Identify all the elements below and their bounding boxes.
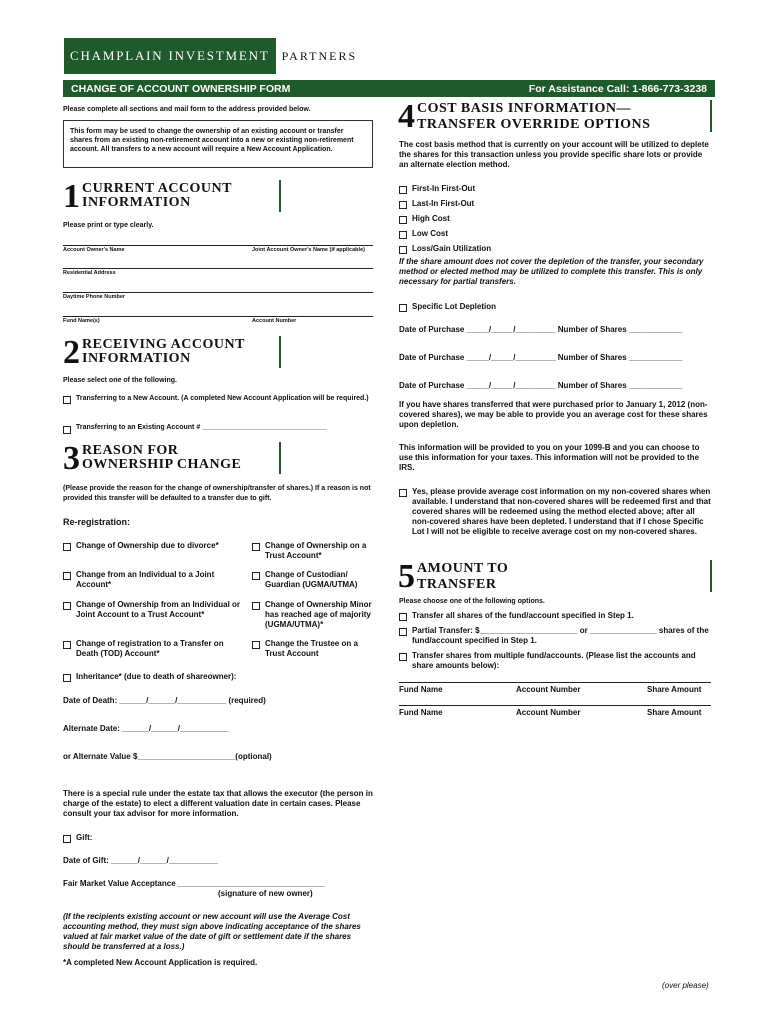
checkbox[interactable]: [399, 216, 407, 224]
required-note: *A completed New Account Application is required.: [63, 958, 258, 967]
table-top-rule: [399, 682, 711, 683]
reason-opt-4[interactable]: [63, 600, 248, 620]
checkbox[interactable]: [63, 674, 71, 682]
checkbox[interactable]: [63, 572, 71, 580]
transfer-all-option[interactable]: [399, 611, 634, 621]
section-title-line: TRANSFER OVERRIDE OPTIONS: [417, 117, 651, 132]
section-number: 4: [398, 98, 415, 135]
phone-line[interactable]: [63, 292, 373, 293]
checkbox[interactable]: [63, 835, 71, 843]
date-of-death[interactable]: Date of Death: ______/______/___________ (required): [63, 696, 266, 705]
option-label: Last-In First-Out: [412, 199, 475, 208]
section-number: 2: [63, 334, 80, 371]
section-title-line: TRANSFER: [417, 577, 497, 592]
option-label: Loss/Gain Utilization: [412, 244, 492, 253]
option-label: Change from an Individual to a Joint Account*: [76, 570, 215, 589]
col-share-amount: Share Amount: [647, 685, 702, 694]
reason-opt-2[interactable]: [63, 570, 233, 590]
cost-basis-desc: The cost basis method that is currently on your account will be utilized to deplete the shares for this transaction unless you provide specific share lots or provide an alternate election method.: [399, 140, 709, 169]
partial-transfer-option[interactable]: [399, 626, 711, 646]
table-row-rule[interactable]: [399, 705, 711, 706]
reason-note: (Please provide the reason for the change of ownership/transfer of shares.) If a reason is not provided this transfer will be defaulted to a transfer due to gift.: [63, 485, 371, 502]
acct-label: Account Number: [252, 318, 297, 324]
checkbox[interactable]: [399, 304, 407, 312]
option-label: Gift:: [76, 833, 93, 842]
checkbox[interactable]: [252, 602, 260, 610]
section-4-header: [398, 98, 712, 135]
intro-box: This form may be used to change the ownership of an existing account or transfer shares from an existing non-retirement account into a new or existing non-retirement account. All transfers to a new account will require a New Account Application.: [63, 120, 373, 168]
date-of-gift[interactable]: Date of Gift: ______/______/___________: [63, 856, 218, 865]
section-title-line: AMOUNT TO: [417, 561, 509, 576]
col-account-number: Account Number: [516, 685, 581, 694]
section-title: [415, 100, 650, 132]
checkbox[interactable]: [399, 246, 407, 254]
checkbox[interactable]: [399, 186, 407, 194]
logo-left: CHAMPLAIN INVESTMENT: [64, 38, 276, 74]
joint-name-label: Joint Account Owner's Name (if applicable): [252, 247, 365, 253]
option-label: Change of Custodian/ Guardian (UGMA/UTMA): [265, 570, 358, 589]
option-label: Change of Ownership due to divorce*: [76, 541, 219, 550]
col-share-amount-2: Share Amount: [647, 708, 702, 717]
print-note: Please print or type clearly.: [63, 222, 154, 229]
pre-2012-note: If you have shares transferred that were purchased prior to January 1, 2012 (non-covered shares), we may be able to provide you an average cost for these shares upon depletion.: [399, 400, 708, 429]
checkbox[interactable]: [63, 543, 71, 551]
section-number: 5: [398, 558, 415, 595]
existing-account-option[interactable]: [63, 424, 373, 434]
purchase-row-3[interactable]: Date of Purchase _____/_____/_________ Number of Shares ____________: [399, 381, 683, 390]
depletion-note: If the share amount does not cover the depletion of the transfer, your secondary method or elected method may be utilized to complete this transfer. This is only necessary for partial transfers.: [399, 257, 704, 286]
checkbox[interactable]: [399, 653, 407, 661]
checkbox[interactable]: [252, 572, 260, 580]
checkbox[interactable]: [399, 201, 407, 209]
rereg-label: Re-registration:: [63, 517, 131, 527]
checkbox[interactable]: [63, 396, 71, 404]
section-3-header: [63, 440, 281, 477]
owner-name-line[interactable]: [63, 245, 373, 246]
option-label: Change of Ownership Minor has reached age of majority (UGMA/UTMA)*: [265, 600, 372, 629]
option-label: Change of Ownership from an Individual or Joint Account to a Trust Account*: [76, 600, 241, 619]
option-label: Transferring to a New Account. (A completed New Account Application will be required.): [76, 395, 369, 402]
inheritance-option[interactable]: [63, 672, 236, 682]
avg-cost-option[interactable]: [399, 487, 711, 537]
assistance-phone: For Assistance Call: 1-866-773-3238: [528, 82, 707, 95]
option-label: Low Cost: [412, 229, 448, 238]
option-label: Inheritance* (due to death of shareowner):: [76, 672, 237, 681]
new-account-option[interactable]: [63, 394, 373, 404]
option-label: First-In First-Out: [412, 184, 476, 193]
estate-note: There is a special rule under the estate tax that allows the executor (the person in charge of the estate) to elect a different valuation date in certain cases. Please consult your tax advisor for more information.: [63, 789, 373, 818]
option-label: High Cost: [412, 214, 450, 223]
checkbox[interactable]: [399, 613, 407, 621]
section-1-header: [63, 178, 281, 215]
address-line[interactable]: [63, 268, 373, 269]
section-title: REASON FOR OWNERSHIP CHANGE: [82, 443, 242, 472]
method-opt-0[interactable]: [399, 184, 475, 194]
choose-note: Please choose one of the following options.: [399, 598, 545, 605]
section-5-header: [398, 558, 712, 595]
specific-lot-option[interactable]: [399, 302, 496, 312]
checkbox[interactable]: [63, 641, 71, 649]
method-opt-4[interactable]: [399, 244, 491, 254]
section-title: CURRENT ACCOUNT INFORMATION: [82, 181, 232, 210]
option-label: Change the Trustee on a Trust Account: [265, 639, 358, 658]
alternate-value[interactable]: or Alternate Value $______________________(optional): [63, 752, 272, 761]
address-label: Residential Address: [63, 270, 116, 276]
method-opt-3[interactable]: [399, 229, 448, 239]
header-bar: [63, 80, 715, 97]
col-account-number-2: Account Number: [516, 708, 581, 717]
select-note: Please select one of the following.: [63, 377, 177, 384]
option-label: Transfer all shares of the fund/account specified in Step 1.: [412, 611, 634, 620]
checkbox[interactable]: [63, 426, 71, 434]
signature-label: (signature of new owner): [218, 889, 313, 898]
col-fund-name-2: Fund Name: [399, 708, 443, 717]
reason-opt-5[interactable]: [252, 600, 377, 630]
checkbox[interactable]: [63, 602, 71, 610]
reason-opt-1[interactable]: [252, 541, 372, 561]
checkbox[interactable]: [252, 641, 260, 649]
instructions: Please complete all sections and mail form to the address provided below.: [63, 106, 311, 113]
alternate-date[interactable]: Alternate Date: ______/______/___________: [63, 724, 229, 733]
info-1099-note: This information will be provided to you on your 1099-B and you can choose to use this information for your taxes. This information will not be provided to the IRS.: [399, 443, 700, 472]
purchase-row-1[interactable]: Date of Purchase _____/_____/_________ Number of Shares ____________: [399, 325, 683, 334]
logo-right: PARTNERS: [281, 48, 358, 63]
method-opt-1[interactable]: [399, 199, 474, 209]
fund-label: Fund Name(s): [63, 318, 100, 324]
option-label: Specific Lot Depletion: [412, 302, 497, 311]
checkbox[interactable]: [399, 231, 407, 239]
fmv-acceptance[interactable]: Fair Market Value Acceptance _________________________________: [63, 879, 325, 888]
checkbox[interactable]: [399, 628, 407, 636]
company-logo: [64, 38, 363, 74]
owner-name-label: Account Owner's Name: [63, 247, 125, 253]
reason-opt-6[interactable]: [63, 639, 233, 659]
reason-opt-0[interactable]: [63, 541, 233, 551]
section-number: 3: [63, 440, 80, 477]
section-title-line: COST BASIS INFORMATION—: [417, 101, 632, 116]
over-please: (over please): [662, 981, 709, 990]
gift-option[interactable]: [63, 833, 92, 843]
recipient-note: (If the recipients existing account or new account will use the Average Cost accounting method, they must sign above indicating acceptance of the shares valued at fair market value of the date of gift or settlement date if the shares should be transferred at a loss.): [63, 912, 361, 951]
option-label: Partial Transfer: $______________________ or _______________ shares of the fund/account specified in Step 1.: [412, 626, 709, 645]
method-opt-2[interactable]: [399, 214, 450, 224]
reason-opt-3[interactable]: [252, 570, 372, 590]
checkbox[interactable]: [399, 489, 407, 497]
section-number: 1: [63, 178, 80, 215]
form-title: CHANGE OF ACCOUNT OWNERSHIP FORM: [71, 82, 291, 95]
section-2-header: [63, 334, 281, 371]
option-label: Transfer shares from multiple fund/accounts. (Please list the accounts and share amounts below):: [412, 651, 696, 670]
section-title: [415, 560, 508, 592]
section-title: RECEIVING ACCOUNT INFORMATION: [82, 337, 245, 366]
option-label: Change of registration to a Transfer on Death (TOD) Account*: [76, 639, 224, 658]
checkbox[interactable]: [252, 543, 260, 551]
option-label: Transferring to an Existing Account # ________________________________: [76, 424, 327, 431]
col-fund-name: Fund Name: [399, 685, 443, 694]
fund-line[interactable]: [63, 316, 373, 317]
multiple-transfer-option[interactable]: [399, 651, 711, 671]
reason-opt-7[interactable]: [252, 639, 372, 659]
option-label: Change of Ownership on a Trust Account*: [265, 541, 367, 560]
option-label: Yes, please provide average cost information on my non-covered shares when available. I understand that non-covered shares will be redeemed first and that covered shares will be redeemed using the method elected above; after all non-covered shares have been depleted. I understand that if I chose Specific Lot I will not be eligible to receive average cost on my non-covered shares.: [412, 487, 711, 536]
purchase-row-2[interactable]: Date of Purchase _____/_____/_________ Number of Shares ____________: [399, 353, 683, 362]
phone-label: Daytime Phone Number: [63, 294, 126, 300]
